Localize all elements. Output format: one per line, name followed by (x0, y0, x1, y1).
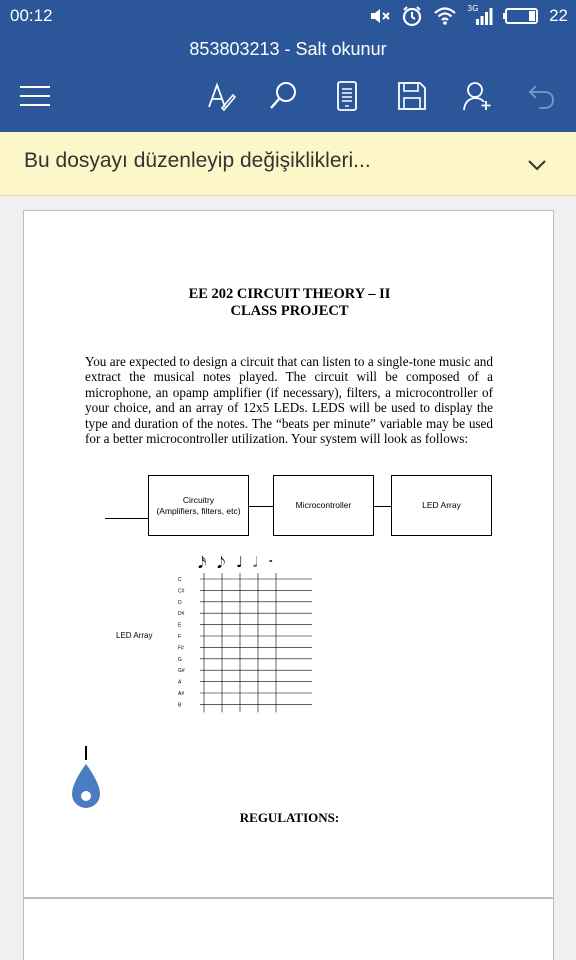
note-row-label: G (178, 656, 182, 663)
undo-icon (526, 81, 556, 111)
status-bar (0, 0, 576, 33)
signal-icon (467, 6, 493, 26)
note-row-label: F (178, 634, 182, 640)
menu-button[interactable] (18, 79, 52, 113)
battery-icon (503, 7, 539, 25)
circuitry-block-sublabel: (Amplifiers, filters, etc) (156, 505, 241, 516)
circuitry-block (148, 475, 249, 536)
text-cursor (85, 746, 87, 760)
note-symbol: 𝅘𝅥𝅮 (217, 553, 226, 572)
doc-title-line1: EE 202 CIRCUIT THEORY – II (188, 286, 391, 302)
note-row-label: A (178, 679, 182, 686)
save-button[interactable] (395, 79, 429, 113)
mobile-view-icon (335, 81, 359, 111)
save-icon (397, 81, 427, 111)
note-symbol: 𝅗𝅥 (253, 555, 258, 571)
microcontroller-block-label: Microcontroller (295, 500, 352, 510)
note-row-label: A# (178, 691, 185, 697)
draw-pen-icon (206, 81, 236, 111)
microcontroller-block (273, 475, 374, 536)
menu-icon (19, 85, 51, 107)
draw-button[interactable] (204, 79, 238, 113)
wifi-icon (433, 6, 457, 26)
note-row-label: C# (178, 588, 185, 595)
search-button[interactable] (266, 79, 300, 113)
circuitry-block-label: Circuitry (182, 494, 215, 505)
led-array-block-label: LED Array (422, 500, 461, 510)
app-header (0, 33, 576, 132)
status-icons (369, 5, 568, 27)
note-symbol: ♩ (236, 553, 244, 571)
alarm-icon (401, 5, 423, 27)
note-row-label: D (178, 599, 182, 606)
mute-icon (369, 6, 391, 26)
status-time: 00:12 (10, 6, 53, 25)
note-symbol: 𝅝 (269, 555, 273, 565)
battery-level-text: 22 (549, 6, 568, 25)
note-row-label: D# (178, 611, 185, 618)
input-wire (105, 518, 149, 519)
doc-title-line2: CLASS PROJECT (230, 303, 349, 319)
note-row-label: B (178, 702, 182, 709)
chevron-down-icon[interactable] (526, 154, 548, 176)
mobile-view-button[interactable] (330, 79, 364, 113)
next-document-page[interactable] (23, 898, 554, 960)
share-person-icon (463, 81, 493, 111)
note-symbol: 𝅘𝅥𝅯 (198, 553, 207, 572)
note-row-label: C (178, 577, 182, 583)
note-row-label: G# (178, 668, 185, 675)
undo-button[interactable] (524, 79, 558, 113)
wire-1 (249, 506, 274, 507)
note-row-label: F# (178, 645, 184, 652)
selection-handle-icon[interactable] (71, 762, 101, 810)
wire-2 (374, 506, 392, 507)
doc-paragraph: You are expected to design a circuit that can listen to a single-tone music and extract the musical notes played. The circuit will be composed of a microphone, an opamp amplifier (if necessary), filters, a microcontroller of your choice, and an array of 12x5 LEDs. LEDS will be used to display the type and duration of the notes. The “beats per minute” variable may be used for a better microcontroller utilization. Your system will look as follows: (85, 354, 493, 447)
search-icon (268, 81, 298, 111)
note-row-label: E (178, 622, 182, 629)
banner-message: Bu dosyayı düzenleyip değişiklikleri... (24, 149, 371, 172)
led-array-block (391, 475, 492, 536)
read-only-banner[interactable] (0, 132, 576, 196)
led-grid-label: LED Array (116, 631, 153, 640)
network-type-label: 3G (467, 4, 479, 13)
regulations-heading: REGULATIONS: (239, 810, 340, 825)
share-button[interactable] (461, 79, 495, 113)
note-symbols (198, 553, 288, 573)
document-page[interactable] (23, 210, 554, 898)
document-title: 853803213 - Salt okunur (189, 39, 387, 59)
led-grid (174, 573, 314, 715)
